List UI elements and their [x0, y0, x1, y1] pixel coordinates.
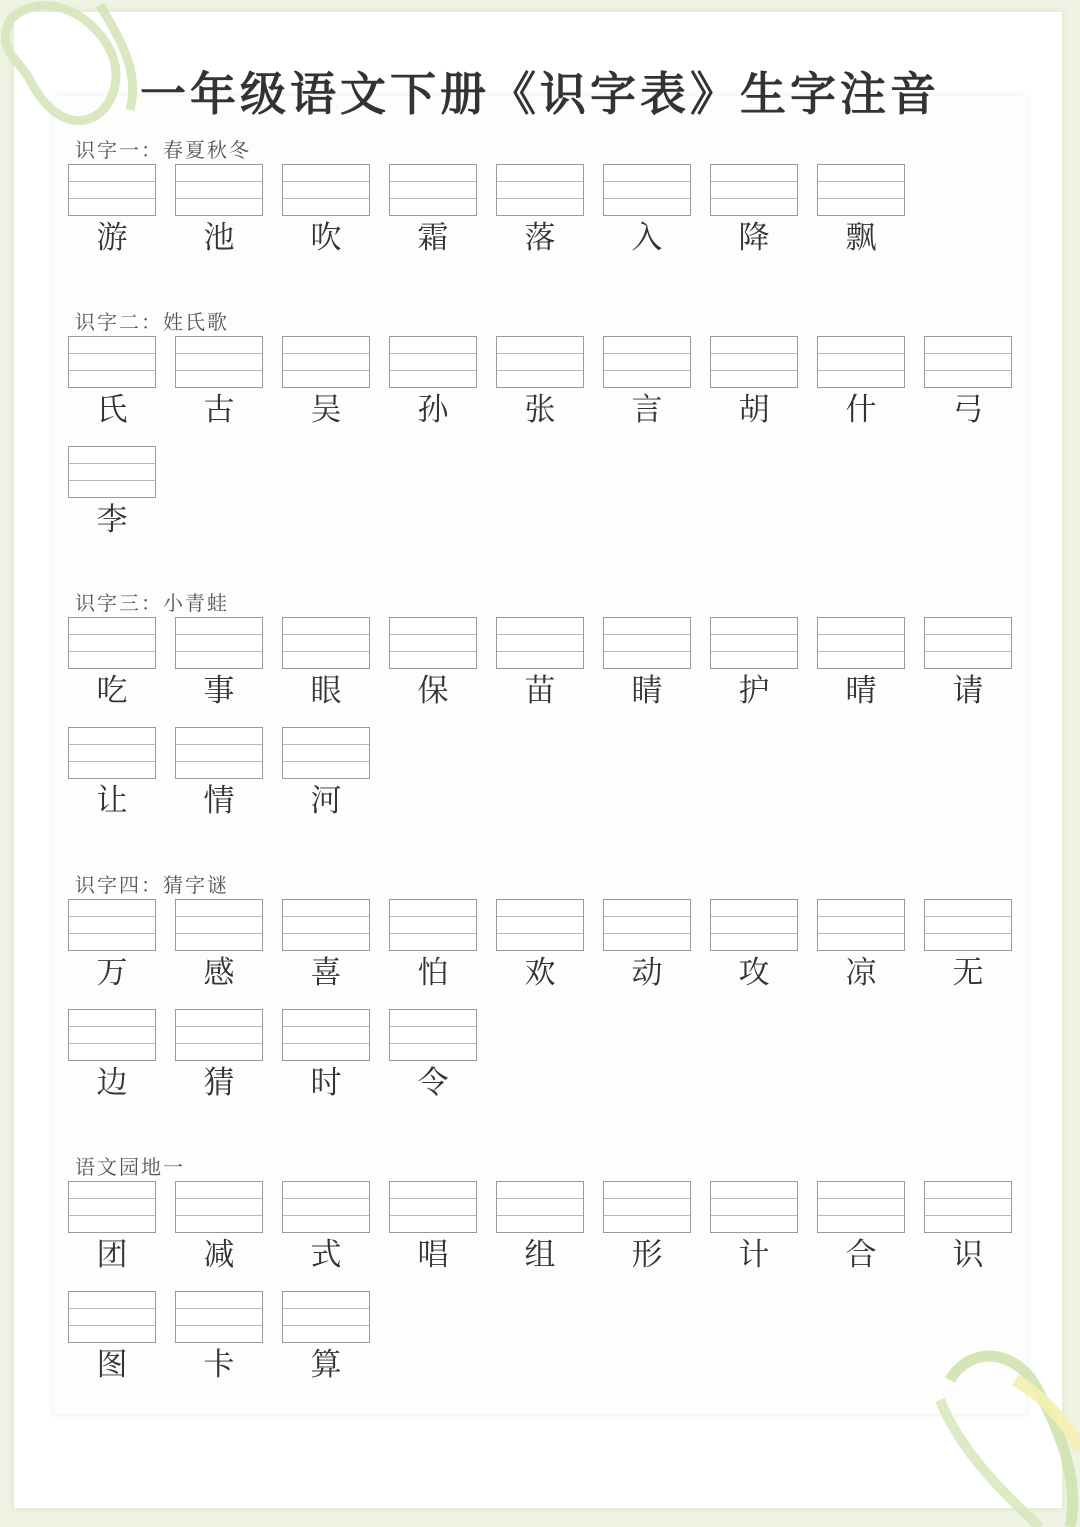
pinyin-box[interactable]: [389, 1181, 477, 1233]
character-cell: [924, 1181, 1012, 1277]
character-cell: [175, 1181, 263, 1277]
character-cell: [389, 336, 477, 432]
pinyin-box[interactable]: [68, 1181, 156, 1233]
character-grid: [68, 336, 1028, 542]
hanzi-character: 孙: [417, 392, 449, 428]
character-cell: [282, 727, 370, 823]
hanzi-character: 池: [203, 220, 235, 256]
section-title: 识字三：小青蛙: [75, 591, 229, 615]
character-cell: [175, 164, 263, 260]
character-cell: [175, 617, 263, 713]
hanzi-character: 晴: [845, 673, 877, 709]
character-cell: [710, 164, 798, 260]
hanzi-character: 令: [417, 1065, 449, 1101]
character-grid: [68, 899, 1028, 1105]
character-cell: [496, 899, 584, 995]
pinyin-box[interactable]: [817, 617, 905, 669]
pinyin-box[interactable]: [710, 336, 798, 388]
character-cell: [603, 164, 691, 260]
character-cell: [282, 164, 370, 260]
hanzi-character: 识: [952, 1237, 984, 1273]
hanzi-character: 张: [524, 392, 556, 428]
pinyin-box[interactable]: [68, 1009, 156, 1061]
hanzi-character: 吴: [310, 392, 342, 428]
hanzi-character: 眼: [310, 673, 342, 709]
character-cell: [68, 1181, 156, 1277]
pinyin-box[interactable]: [710, 617, 798, 669]
character-cell: [710, 899, 798, 995]
hanzi-character: 组: [524, 1237, 556, 1273]
hanzi-character: 让: [96, 783, 128, 819]
pinyin-box[interactable]: [924, 899, 1012, 951]
pinyin-box[interactable]: [603, 164, 691, 216]
character-cell: [710, 1181, 798, 1277]
section-title: 识字一：春夏秋冬: [75, 138, 251, 162]
hanzi-character: 什: [845, 392, 877, 428]
pinyin-box[interactable]: [282, 1009, 370, 1061]
hanzi-character: 睛: [631, 673, 663, 709]
hanzi-character: 猜: [203, 1065, 235, 1101]
character-cell: [817, 899, 905, 995]
character-cell: [175, 899, 263, 995]
character-cell: [710, 336, 798, 432]
character-cell: [817, 336, 905, 432]
character-cell: [389, 1009, 477, 1105]
hanzi-character: 古: [203, 392, 235, 428]
character-cell: [710, 617, 798, 713]
hanzi-character: 飘: [845, 220, 877, 256]
hanzi-character: 落: [524, 220, 556, 256]
pinyin-box[interactable]: [175, 336, 263, 388]
hanzi-character: 合: [845, 1237, 877, 1273]
hanzi-character: 欢: [524, 955, 556, 991]
pinyin-box[interactable]: [603, 1181, 691, 1233]
pinyin-box[interactable]: [389, 899, 477, 951]
character-cell: [817, 617, 905, 713]
pinyin-box[interactable]: [389, 617, 477, 669]
character-cell: [282, 1009, 370, 1105]
hanzi-character: 吹: [310, 220, 342, 256]
pinyin-box[interactable]: [710, 899, 798, 951]
pinyin-box[interactable]: [924, 336, 1012, 388]
pinyin-box[interactable]: [496, 164, 584, 216]
pinyin-box[interactable]: [924, 1181, 1012, 1233]
section-title: 语文园地一: [75, 1155, 185, 1179]
hanzi-character: 喜: [310, 955, 342, 991]
pinyin-box[interactable]: [389, 336, 477, 388]
character-cell: [68, 446, 156, 542]
page-title: 一年级语文下册《识字表》生字注音: [140, 67, 940, 121]
character-cell: [68, 899, 156, 995]
hanzi-character: 计: [738, 1237, 770, 1273]
character-cell: [282, 899, 370, 995]
character-cell: [282, 1181, 370, 1277]
hanzi-character: 河: [310, 783, 342, 819]
pinyin-box[interactable]: [496, 899, 584, 951]
character-cell: [389, 164, 477, 260]
hanzi-character: 情: [203, 783, 235, 819]
pinyin-box[interactable]: [710, 164, 798, 216]
character-cell: [603, 1181, 691, 1277]
hanzi-character: 氏: [96, 392, 128, 428]
pinyin-box[interactable]: [817, 899, 905, 951]
hanzi-character: 弓: [952, 392, 984, 428]
pinyin-box[interactable]: [175, 1181, 263, 1233]
character-cell: [389, 899, 477, 995]
hanzi-character: 入: [631, 220, 663, 256]
section-title: 识字二：姓氏歌: [75, 310, 229, 334]
hanzi-character: 唱: [417, 1237, 449, 1273]
character-cell: [817, 164, 905, 260]
character-grid: [68, 617, 1028, 823]
pinyin-box[interactable]: [496, 336, 584, 388]
character-cell: [282, 1291, 370, 1387]
hanzi-character: 霜: [417, 220, 449, 256]
pinyin-box[interactable]: [175, 1009, 263, 1061]
pinyin-box[interactable]: [496, 1181, 584, 1233]
hanzi-character: 卡: [203, 1347, 235, 1383]
character-cell: [496, 1181, 584, 1277]
pinyin-box[interactable]: [924, 617, 1012, 669]
pinyin-box[interactable]: [282, 1291, 370, 1343]
pinyin-box[interactable]: [68, 1291, 156, 1343]
pinyin-box[interactable]: [68, 617, 156, 669]
pinyin-box[interactable]: [282, 336, 370, 388]
hanzi-character: 算: [310, 1347, 342, 1383]
pinyin-box[interactable]: [710, 1181, 798, 1233]
hanzi-character: 事: [203, 673, 235, 709]
character-cell: [68, 1291, 156, 1387]
hanzi-character: 怕: [417, 955, 449, 991]
pinyin-box[interactable]: [282, 617, 370, 669]
hanzi-character: 吃: [96, 673, 128, 709]
hanzi-character: 动: [631, 955, 663, 991]
pinyin-box[interactable]: [817, 164, 905, 216]
hanzi-character: 形: [631, 1237, 663, 1273]
character-cell: [924, 617, 1012, 713]
character-grid: [68, 164, 1028, 260]
character-cell: [68, 336, 156, 432]
character-cell: [389, 1181, 477, 1277]
section-title: 识字四：猜字谜: [75, 873, 229, 897]
character-cell: [175, 1291, 263, 1387]
character-cell: [282, 336, 370, 432]
character-cell: [175, 727, 263, 823]
pinyin-box[interactable]: [817, 1181, 905, 1233]
character-cell: [603, 899, 691, 995]
character-cell: [496, 164, 584, 260]
character-cell: [282, 617, 370, 713]
hanzi-character: 感: [203, 955, 235, 991]
pinyin-box[interactable]: [175, 617, 263, 669]
pinyin-box[interactable]: [496, 617, 584, 669]
hanzi-character: 请: [952, 673, 984, 709]
pinyin-box[interactable]: [817, 336, 905, 388]
character-cell: [68, 617, 156, 713]
pinyin-box[interactable]: [68, 446, 156, 498]
character-cell: [496, 336, 584, 432]
character-cell: [603, 617, 691, 713]
hanzi-character: 攻: [738, 955, 770, 991]
character-cell: [817, 1181, 905, 1277]
character-cell: [924, 336, 1012, 432]
hanzi-character: 苗: [524, 673, 556, 709]
hanzi-character: 保: [417, 673, 449, 709]
pinyin-box[interactable]: [282, 899, 370, 951]
pinyin-box[interactable]: [175, 727, 263, 779]
character-cell: [68, 1009, 156, 1105]
pinyin-box[interactable]: [68, 164, 156, 216]
character-cell: [496, 617, 584, 713]
pinyin-box[interactable]: [175, 1291, 263, 1343]
hanzi-character: 李: [96, 502, 128, 538]
character-cell: [603, 336, 691, 432]
pinyin-box[interactable]: [68, 336, 156, 388]
character-grid: [68, 1181, 1028, 1387]
pinyin-box[interactable]: [603, 617, 691, 669]
pinyin-box[interactable]: [389, 1009, 477, 1061]
hanzi-character: 万: [96, 955, 128, 991]
pinyin-box[interactable]: [68, 727, 156, 779]
character-cell: [175, 336, 263, 432]
pinyin-box[interactable]: [175, 899, 263, 951]
hanzi-character: 无: [952, 955, 984, 991]
hanzi-character: 团: [96, 1237, 128, 1273]
hanzi-character: 边: [96, 1065, 128, 1101]
character-cell: [68, 164, 156, 260]
character-cell: [389, 617, 477, 713]
character-cell: [924, 899, 1012, 995]
pinyin-box[interactable]: [68, 899, 156, 951]
pinyin-box[interactable]: [282, 164, 370, 216]
pinyin-box[interactable]: [389, 164, 477, 216]
hanzi-character: 图: [96, 1347, 128, 1383]
pinyin-box[interactable]: [603, 336, 691, 388]
pinyin-box[interactable]: [282, 727, 370, 779]
hanzi-character: 游: [96, 220, 128, 256]
hanzi-character: 时: [310, 1065, 342, 1101]
hanzi-character: 凉: [845, 955, 877, 991]
hanzi-character: 式: [310, 1237, 342, 1273]
pinyin-box[interactable]: [282, 1181, 370, 1233]
hanzi-character: 言: [631, 392, 663, 428]
character-cell: [175, 1009, 263, 1105]
pinyin-box[interactable]: [175, 164, 263, 216]
hanzi-character: 胡: [738, 392, 770, 428]
hanzi-character: 降: [738, 220, 770, 256]
character-cell: [68, 727, 156, 823]
pinyin-box[interactable]: [603, 899, 691, 951]
hanzi-character: 减: [203, 1237, 235, 1273]
hanzi-character: 护: [738, 673, 770, 709]
